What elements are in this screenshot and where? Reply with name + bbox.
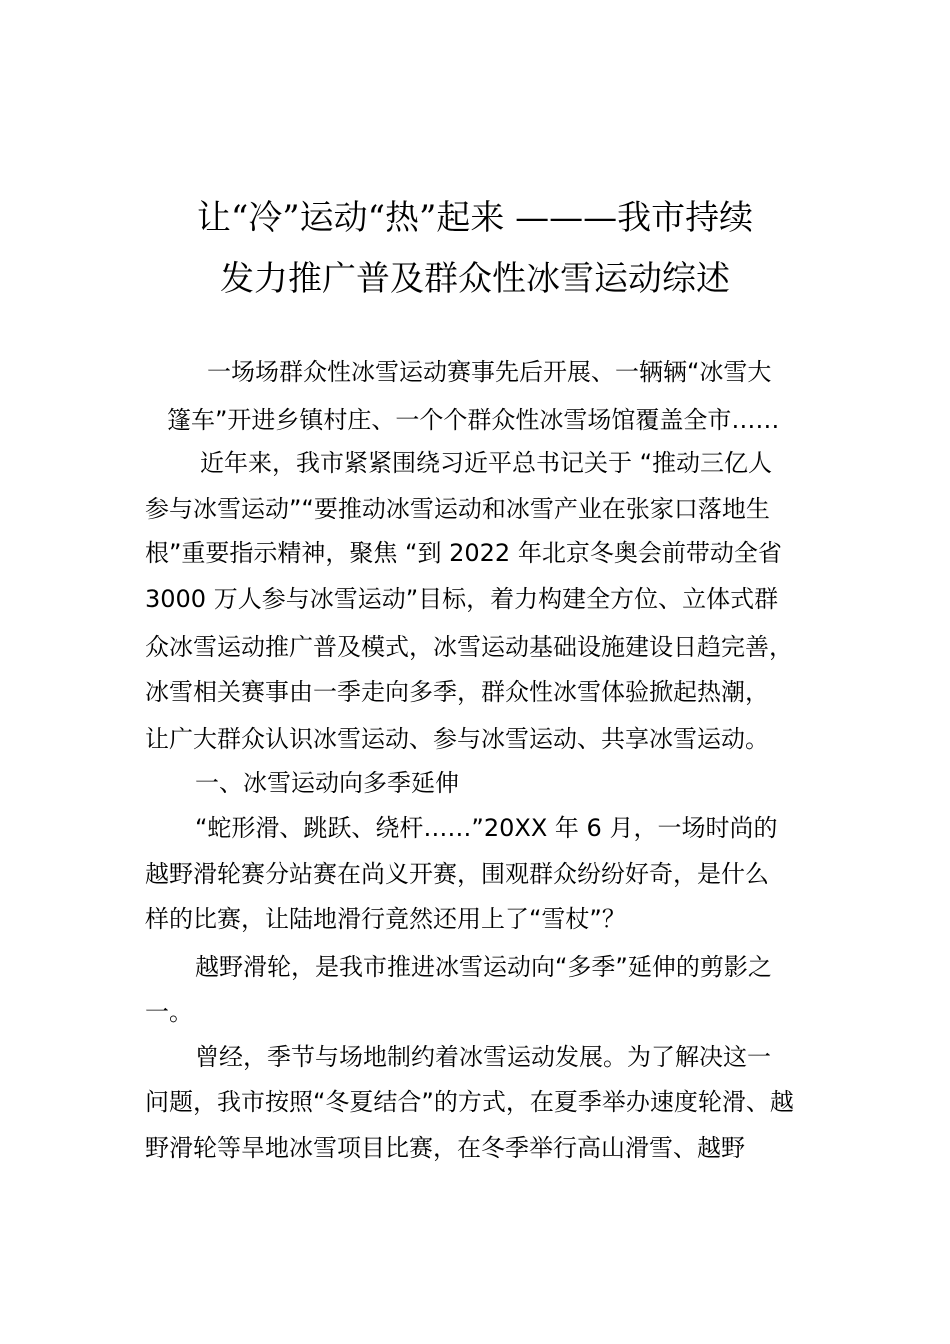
- paragraph-line: 野滑轮等旱地冰雪项目比赛，在冬季举行高山滑雪、越野: [145, 1134, 745, 1162]
- section-heading: 一、冰雪运动向多季延伸: [195, 769, 459, 797]
- paragraph-line: 篷车”开进乡镇村庄、一个个群众性冰雪场馆覆盖全市……: [167, 406, 780, 434]
- paragraph-line: 众冰雪运动推广普及模式，冰雪运动基础设施建设日趋完善，: [145, 633, 793, 661]
- paragraph-line: 近年来，我市紧紧围绕习近平总书记关于 “推动三亿人: [200, 449, 773, 477]
- paragraph-line: 样的比赛，让陆地滑行竟然还用上了“雪杖”？: [145, 905, 626, 933]
- paragraph-line: 曾经，季节与场地制约着冰雪运动发展。为了解决这一: [195, 1043, 771, 1071]
- paragraph-line: 冰雪相关赛事由一季走向多季，群众性冰雪体验掀起热潮，: [145, 678, 769, 706]
- paragraph-line: “蛇形滑、跳跃、绕杆……”20XX 年 6 月，一场时尚的: [195, 814, 778, 842]
- paragraph-line: 根”重要指示精神，聚焦 “到 2022 年北京冬奥会前带动全省: [145, 539, 782, 567]
- paragraph-line: 越野滑轮赛分站赛在尚义开赛，围观群众纷纷好奇，是什么: [145, 860, 769, 888]
- paragraph-line: 一。: [145, 998, 193, 1026]
- paragraph-line: 越野滑轮，是我市推进冰雪运动向“多季”延伸的剪影之: [195, 953, 772, 981]
- document-title-line-2: 发力推广普及群众性冰雪运动综述: [220, 259, 730, 299]
- paragraph-line: 3000 万人参与冰雪运动”目标，着力构建全方位、立体式群: [145, 585, 779, 613]
- paragraph-line: 问题，我市按照“冬夏结合”的方式，在夏季举办速度轮滑、越: [145, 1088, 794, 1116]
- paragraph-line: 让广大群众认识冰雪运动、参与冰雪运动、共享冰雪运动。: [145, 725, 769, 753]
- paragraph-line: 参与冰雪运动”“要推动冰雪运动和冰雪产业在张家口落地生: [145, 495, 770, 523]
- document-title-line-1: 让“冷”运动“热”起来 ———我市持续: [196, 198, 754, 238]
- paragraph-line: 一场场群众性冰雪运动赛事先后开展、一辆辆“冰雪大: [207, 358, 772, 386]
